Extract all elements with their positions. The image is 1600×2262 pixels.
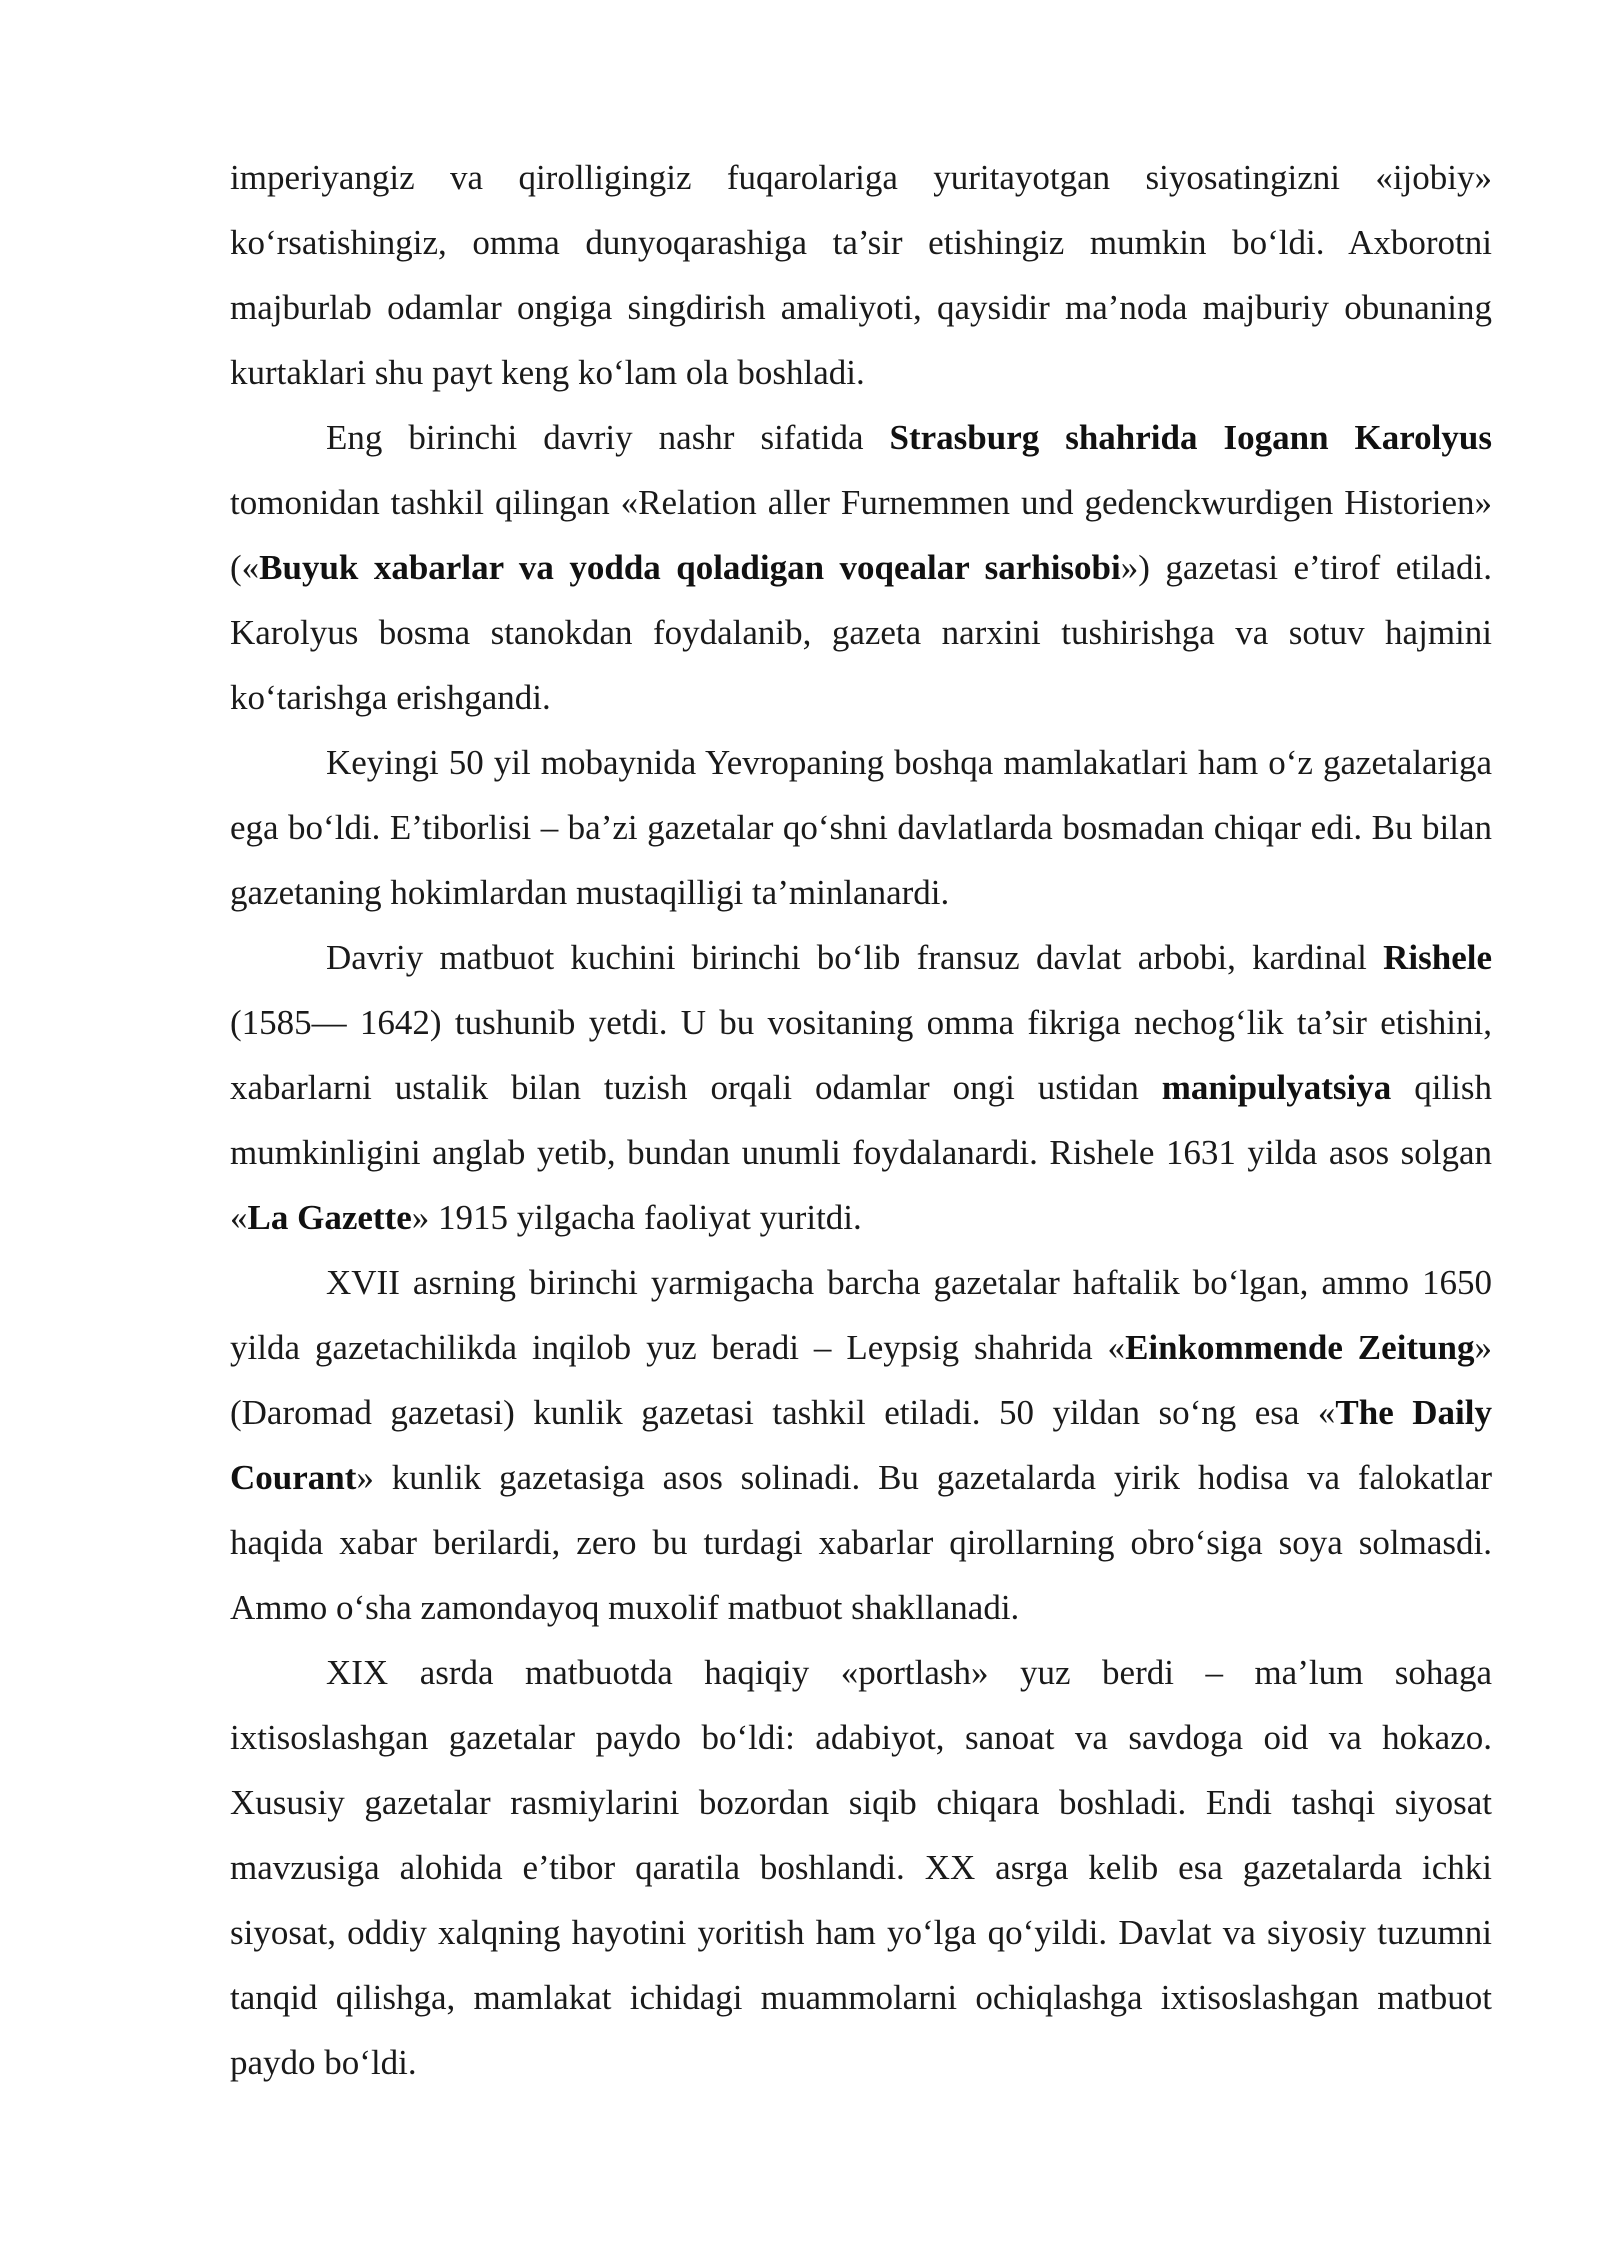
paragraph-text: Keyingi 50 yil mobaynida Yevropaning boshqa mamlakatlari ham o‘z gazetalariga ega bo‘ldi. E’tiborlisi – ba’zi gazetalar qo‘shni davlatlarda bosmadan chiqar edi. Bu bilan gazetaning hokimlardan mustaqilligi ta’minlanardi.: [230, 743, 1492, 912]
paragraph-text: XIX asrda matbuotda haqiqiy «portlash» yuz berdi – ma’lum sohaga ixtisoslashgan gazetalar paydo bo‘ldi: adabiyot, sanoat va savdoga oid va hokazo. Xususiy gazetalar rasmiylarini bozordan siqib chiqara boshladi. Endi tashqi siyosat mavzusiga alohida e’tibor qaratila boshlandi. XX asrga kelib esa gazetalarda ichki siyosat, oddiy xalqning hayotini yoritish ham yo‘lga qo‘yildi. Davlat va siyosiy tuzumni tanqid qilishga, mamlakat ichidagi muammolarni ochiqlashga ixtisoslashgan matbuot paydo bo‘ldi.: [230, 1653, 1492, 2082]
paragraph-text: Eng birinchi davriy nashr sifatida: [326, 418, 890, 457]
paragraph-6: [230, 1640, 1492, 2095]
paragraph-text: Davriy matbuot kuchini birinchi bo‘lib fransuz davlat arbobi, kardinal: [326, 938, 1384, 977]
bold-phrase: manipulyatsiya: [1161, 1068, 1392, 1107]
paragraph-text: ») gazetasi e’tirof etiladi. Karolyus bosma stanokdan foydalanib, gazeta narxini tushirishga va sotuv hajmini ko‘tarishga erishgandi.: [230, 548, 1492, 717]
bold-phrase: Einkommende Zeitung: [1125, 1328, 1475, 1367]
paragraph-3: [230, 730, 1492, 925]
bold-phrase: Strasburg shahrida Iogann Karolyus: [889, 418, 1492, 457]
paragraph-2: [230, 405, 1492, 730]
paragraph-text: XVII asrning birinchi yarmigacha barcha gazetalar haftalik bo‘lgan, ammo 1650 yilda gazetachilikda inqilob yuz beradi – Leypsig shahrida «: [230, 1263, 1492, 1367]
paragraph-text: » (Daromad gazetasi) kunlik gazetasi tashkil etiladi. 50 yildan so‘ng esa «: [230, 1328, 1492, 1432]
paragraph-1: [230, 145, 1492, 405]
paragraph-text: (1585— 1642) tushunib yetdi. U bu vositaning omma fikriga nechog‘lik ta’sir etishini, xabarlarni ustalik bilan tuzish orqali odamlar ongi ustidan: [230, 1003, 1492, 1107]
bold-phrase: The Daily Courant: [230, 1393, 1492, 1497]
paragraph-text: tomonidan tashkil qilingan «Relation aller Furnemmen und gedenckwurdigen Historien» («: [230, 483, 1492, 587]
paragraph-text: qilish mumkinligini anglab yetib, bundan unumli foydalanardi. Rishele 1631 yilda asos solgan «: [230, 1068, 1492, 1237]
bold-phrase: Rishele: [1383, 938, 1492, 977]
paragraph-5: [230, 1250, 1492, 1640]
bold-phrase: La Gazette: [247, 1198, 412, 1237]
paragraph-text: » 1915 yilgacha faoliyat yuritdi.: [411, 1198, 862, 1237]
paragraph-text: » kunlik gazetasiga asos solinadi. Bu gazetalarda yirik hodisa va falokatlar haqida xabar berilardi, zero bu turdagi xabarlar qirollarning obro‘siga soya solmasdi. Ammo o‘sha zamondayoq muxolif matbuot shakllanadi.: [230, 1458, 1492, 1627]
paragraph-text: imperiyangiz va qirolligingiz fuqarolariga yuritayotgan siyosatingizni «ijobiy» ko‘rsatishingiz, omma dunyoqarashiga ta’sir etishingiz mumkin bo‘ldi. Axborotni majburlab odamlar ongiga singdirish amaliyoti, qaysidir ma’noda majburiy obunaning kurtaklari shu payt keng ko‘lam ola boshladi.: [230, 158, 1492, 392]
bold-phrase: Buyuk xabarlar va yodda qoladigan voqealar sarhisobi: [259, 548, 1121, 587]
paragraph-4: [230, 925, 1492, 1250]
document-page: [230, 145, 1492, 2095]
